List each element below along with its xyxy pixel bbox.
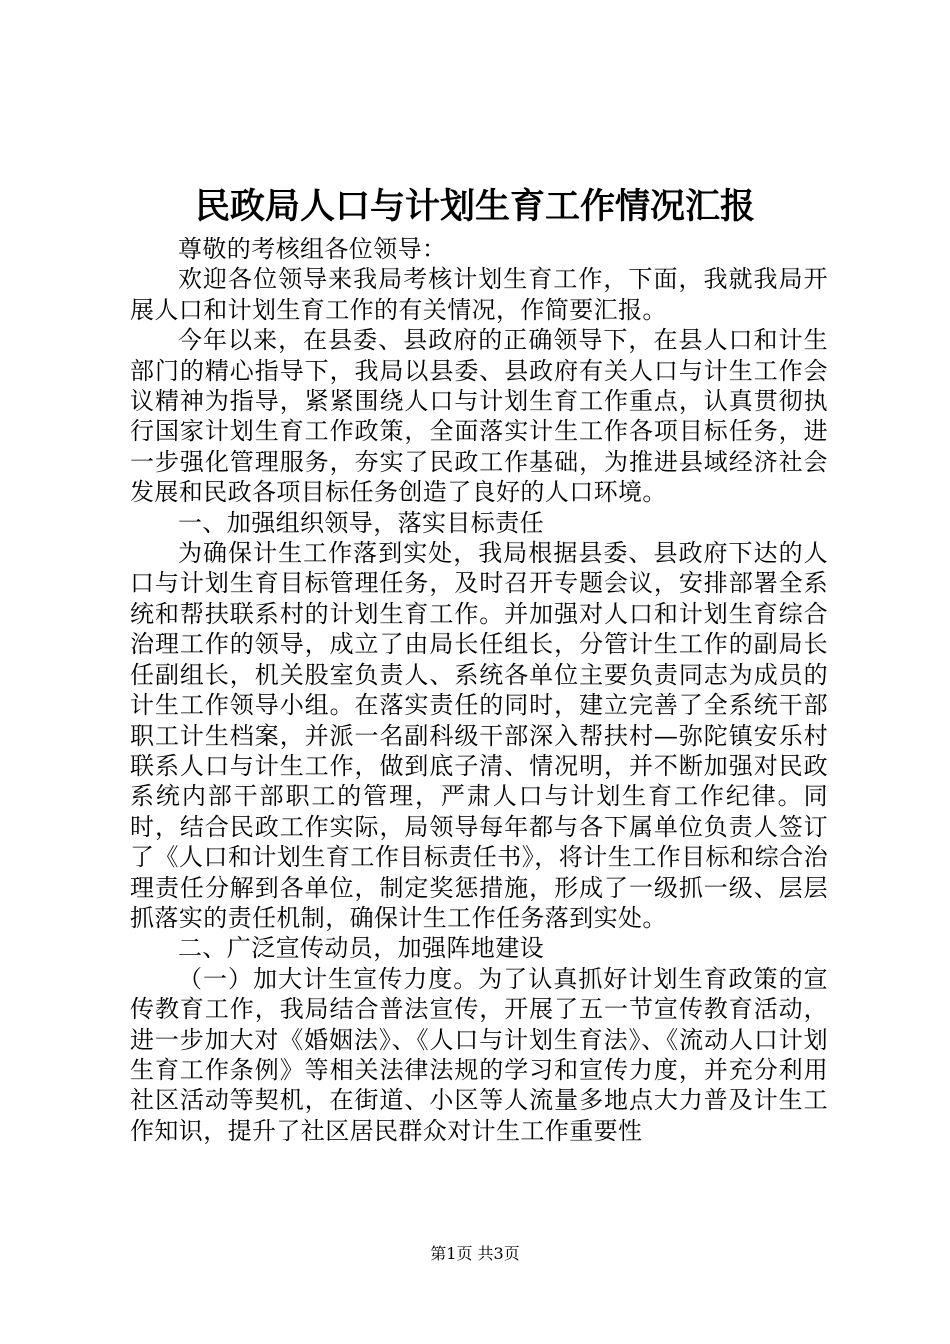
page-number-footer: 第1页 共3页 — [430, 1244, 520, 1263]
document-title: 民政局人口与计划生育工作情况汇报 — [194, 186, 755, 227]
document-body — [130, 234, 828, 1146]
paragraph-overview: 今年以来，在县委、县政府的正确领导下，在县人口和计生部门的精心指导下，我局以县委、县政府有关人口与计生工作会议精神为指导，紧紧围绕人口与计划生育工作重点，认真贯彻执行国家计划生育工作政策，全面落实计生工作各项目标任务，进一步强化管理服务，夯实了民政工作基础，为推进县域经济社会发展和民政各项目标任务创造了良好的人口环境。 — [130, 326, 828, 507]
section-heading-2: 二、广泛宣传动员，加强阵地建设 — [178, 934, 544, 963]
paragraph-section-2-1: （一）加大计生宣传力度。为了认真抓好计划生育政策的宣传教育工作，我局结合普法宣传，开展了五一节宣传教育活动，进一步加大对《婚姻法》、《人口与计划生育法》、《流动人口计划生育工作条例》等相关法律法规的学习和宣传力度，并充分利用社区活动等契机，在街道、小区等人流量多地点大力普及计生工作知识，提升了社区居民群众对计生工作重要性 — [130, 964, 828, 1145]
paragraph-section-1: 为确保计生工作落到实处，我局根据县委、县政府下达的人口与计划生育目标管理任务，及时召开专题会议，安排部署全系统和帮扶联系村的计划生育工作。并加强对人口和计划生育综合治理工作的领导，成立了由局长任组长，分管计生工作的副局长任副组长，机关股室负责人、系统各单位主要负责同志为成员的计生工作领导小组。在落实责任的同时，建立完善了全系统干部职工计生档案，并派一名副科级干部深入帮扶村—弥陀镇安乐村联系人口与计生工作，做到底子清、情况明，并不断加强对民政系统内部干部职工的管理，严肃人口与计划生育工作纪律。同时，结合民政工作实际，局领导每年都与各下属单位负责人签订了《人口和计划生育工作目标责任书》，将计生工作目标和综合治理责任分解到各单位，制定奖惩措施，形成了一级抓一级、层层抓落实的责任机制，确保计生工作任务落到实处。 — [130, 539, 828, 932]
salutation: 尊敬的考核组各位领导： — [178, 235, 447, 263]
paragraph-welcome: 欢迎各位领导来我局考核计划生育工作，下面，我就我局开展人口和计划生育工作的有关情况，作简要汇报。 — [130, 265, 828, 324]
section-heading-1: 一、加强组织领导，落实目标责任 — [178, 508, 544, 537]
